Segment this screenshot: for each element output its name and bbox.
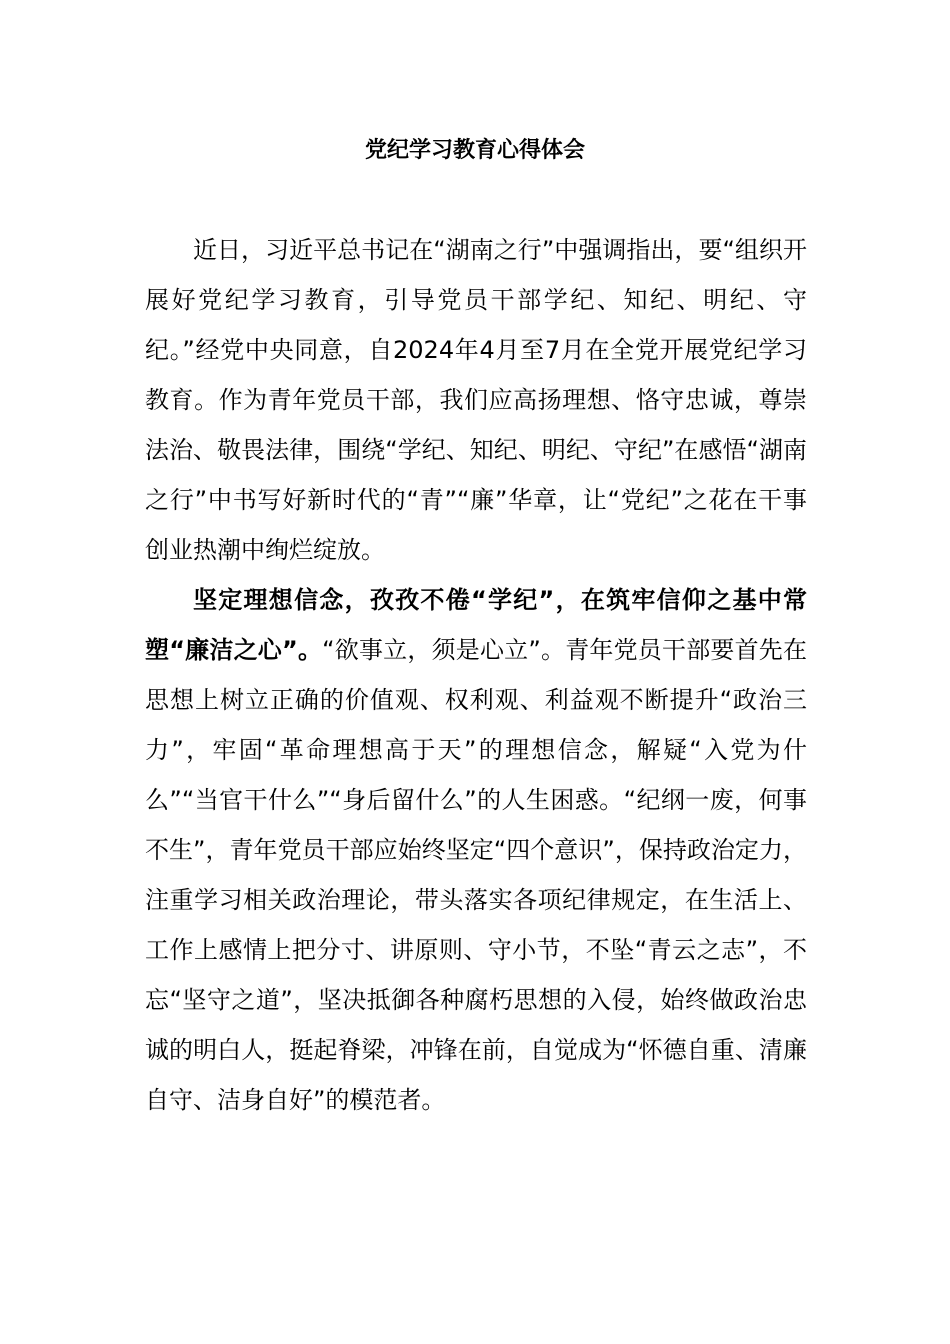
paragraph-text: “欲事立，须是心立”。青年党员干部要首先在思想上树立正确的价值观、权利观、利益观不断提升“政治三力”，牢固“革命理想高于天”的理想信念，解疑“入党为什么”“当官干什么”“身后留什么”的人生困惑。“纪纲一废，何事不生”，青年党员干部应始终坚定“四个意识”，保持政治定力，注重学习相关政治理论，带头落实各项纪律规定，在生活上、工作上感情上把分寸、讲原则、守小节，不坠“青云之志”，不忘“坚守之道”，坚决抵御各种腐朽思想的入侵，始终做政治忠诚的明白人，挺起脊梁，冲锋在前，自觉成为“怀德自重、清廉自守、洁身自好”的模范者。 [145,636,807,1114]
document-title: 党纪学习教育心得体会 [364,138,585,163]
paragraph-intro [145,225,807,575]
document-body [145,225,807,1125]
paragraph-lead: 坚定理想信念，孜孜不倦“学纪”，在筑牢信仰之基中常塑“廉洁之心”。 [145,586,807,664]
paragraph-ideals [145,575,807,1125]
paragraph-text: 近日，习近平总书记在“湖南之行”中强调指出，要“组织开展好党纪学习教育，引导党员干部学纪、知纪、明纪、守纪。”经党中央同意，自2024年4月至7月在全党开展党纪学习教育。作为青年党员干部，我们应高扬理想、恪守忠诚，尊崇法治、敬畏法律，围绕“学纪、知纪、明纪、守纪”在感悟“湖南之行”中书写好新时代的“青”“廉”华章，让“党纪”之花在干事创业热潮中绚烂绽放。 [145,236,807,564]
